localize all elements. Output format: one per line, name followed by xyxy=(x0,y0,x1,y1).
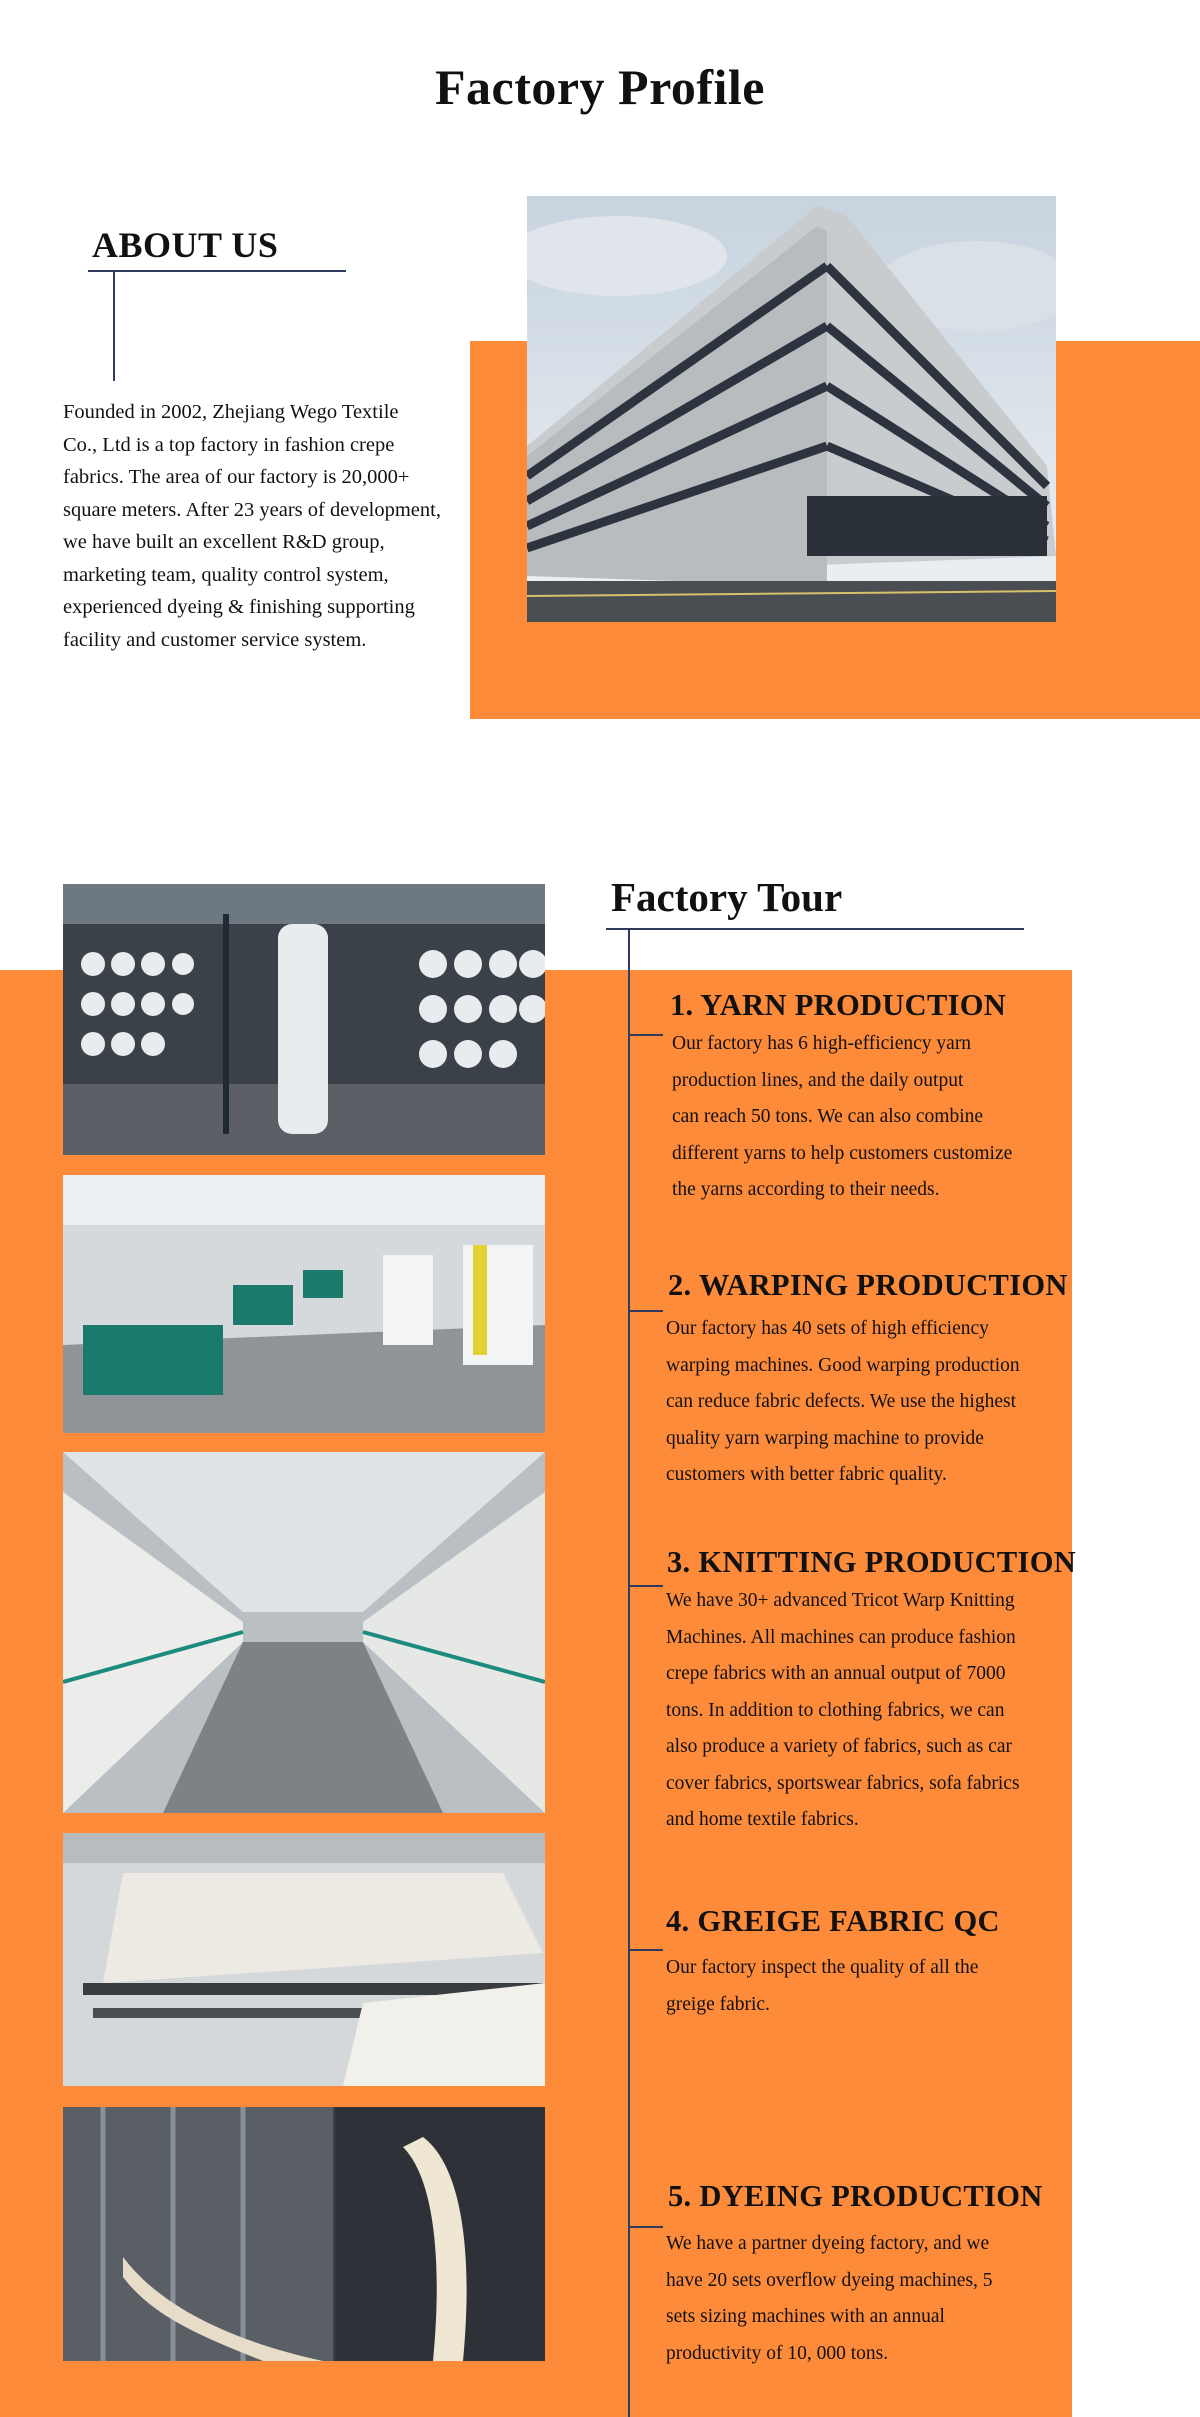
about-heading-stem xyxy=(113,271,115,381)
section-line: production lines, and the daily output xyxy=(672,1069,964,1091)
about-line: we have built an excellent R&D group, xyxy=(63,531,385,553)
section-line: Machines. All machines can produce fashion xyxy=(666,1626,1016,1648)
section-title-dyeing: 5. DYEING PRODUCTION xyxy=(668,2179,1043,2213)
section-body-dyeing xyxy=(666,2226,1072,2372)
factory-building-photo xyxy=(527,196,1056,622)
section-line: We have 30+ advanced Tricot Warp Knitting xyxy=(666,1590,1015,1611)
about-line: facility and customer service system. xyxy=(63,628,367,651)
section-line: can reduce fabric defects. We use the highest xyxy=(666,1391,1016,1412)
section-title-yarn: 1. YARN PRODUCTION xyxy=(670,988,1007,1022)
timeline-tick xyxy=(630,1585,663,1587)
section-line: customers with better fabric quality. xyxy=(666,1464,947,1485)
section-line: We have a partner dyeing factory, and we xyxy=(666,2233,990,2254)
section-title-greige-qc: 4. GREIGE FABRIC QC xyxy=(666,1904,1000,1938)
about-line: Founded in 2002, Zhejiang Wego Textile xyxy=(63,401,399,423)
section-line: crepe fabrics with an annual output of 7000 xyxy=(666,1663,1006,1684)
about-paragraph xyxy=(63,396,473,656)
timeline-tick xyxy=(630,2226,663,2228)
tour-timeline-line xyxy=(628,929,630,2417)
about-line: square meters. After 23 years of development, xyxy=(63,498,441,521)
section-body-warping xyxy=(666,1311,1072,1494)
section-line: the yarns according to their needs. xyxy=(672,1179,940,1200)
about-line: experienced dyeing & finishing supporting xyxy=(63,596,415,618)
greige-qc-photo xyxy=(63,1833,545,2086)
section-body-knitting xyxy=(666,1583,1072,1839)
about-line: Co., Ltd is a top factory in fashion crepe xyxy=(63,433,395,456)
section-line: cover fabrics, sportswear fabrics, sofa fabrics xyxy=(666,1772,1020,1794)
about-line: marketing team, quality control system, xyxy=(63,563,389,586)
knitting-production-photo xyxy=(63,1452,545,1813)
section-line: greige fabric. xyxy=(666,1993,770,2015)
section-line: also produce a variety of fabrics, such as car xyxy=(666,1736,1012,1757)
section-line: tons. In addition to clothing fabrics, we can xyxy=(666,1699,1005,1721)
page-title: Factory Profile xyxy=(434,59,766,115)
section-body-yarn xyxy=(672,1026,1072,1209)
section-line: sets sizing machines with an annual xyxy=(666,2306,945,2327)
section-title-warping: 2. WARPING PRODUCTION xyxy=(668,1268,1068,1302)
about-line: fabrics. The area of our factory is 20,000+ xyxy=(63,466,410,488)
dyeing-production-photo xyxy=(63,2107,545,2361)
timeline-tick xyxy=(630,1949,663,1951)
timeline-tick xyxy=(630,1310,663,1312)
section-line: Our factory inspect the quality of all the xyxy=(666,1957,979,1978)
timeline-tick xyxy=(630,1034,663,1036)
section-line: warping machines. Good warping production xyxy=(666,1354,1020,1376)
yarn-production-photo xyxy=(63,884,545,1155)
section-line: Our factory has 6 high-efficiency yarn xyxy=(672,1033,972,1054)
section-line: different yarns to help customers customize xyxy=(672,1142,1013,1164)
section-line: productivity of 10, 000 tons. xyxy=(666,2342,889,2364)
section-body-greige-qc xyxy=(666,1950,1072,2023)
about-heading-underline xyxy=(88,270,346,272)
section-line: Our factory has 40 sets of high efficiency xyxy=(666,1318,989,1339)
tour-heading-underline xyxy=(606,928,1024,930)
section-line: have 20 sets overflow dyeing machines, 5 xyxy=(666,2269,993,2291)
about-heading: ABOUT US xyxy=(92,225,279,265)
section-line: quality yarn warping machine to provide xyxy=(666,1427,984,1449)
section-title-knitting: 3. KNITTING PRODUCTION xyxy=(667,1545,1077,1579)
tour-heading: Factory Tour xyxy=(611,874,843,920)
section-line: can reach 50 tons. We can also combine xyxy=(672,1106,984,1127)
warping-production-photo xyxy=(63,1175,545,1433)
section-line: and home textile fabrics. xyxy=(666,1809,859,1830)
